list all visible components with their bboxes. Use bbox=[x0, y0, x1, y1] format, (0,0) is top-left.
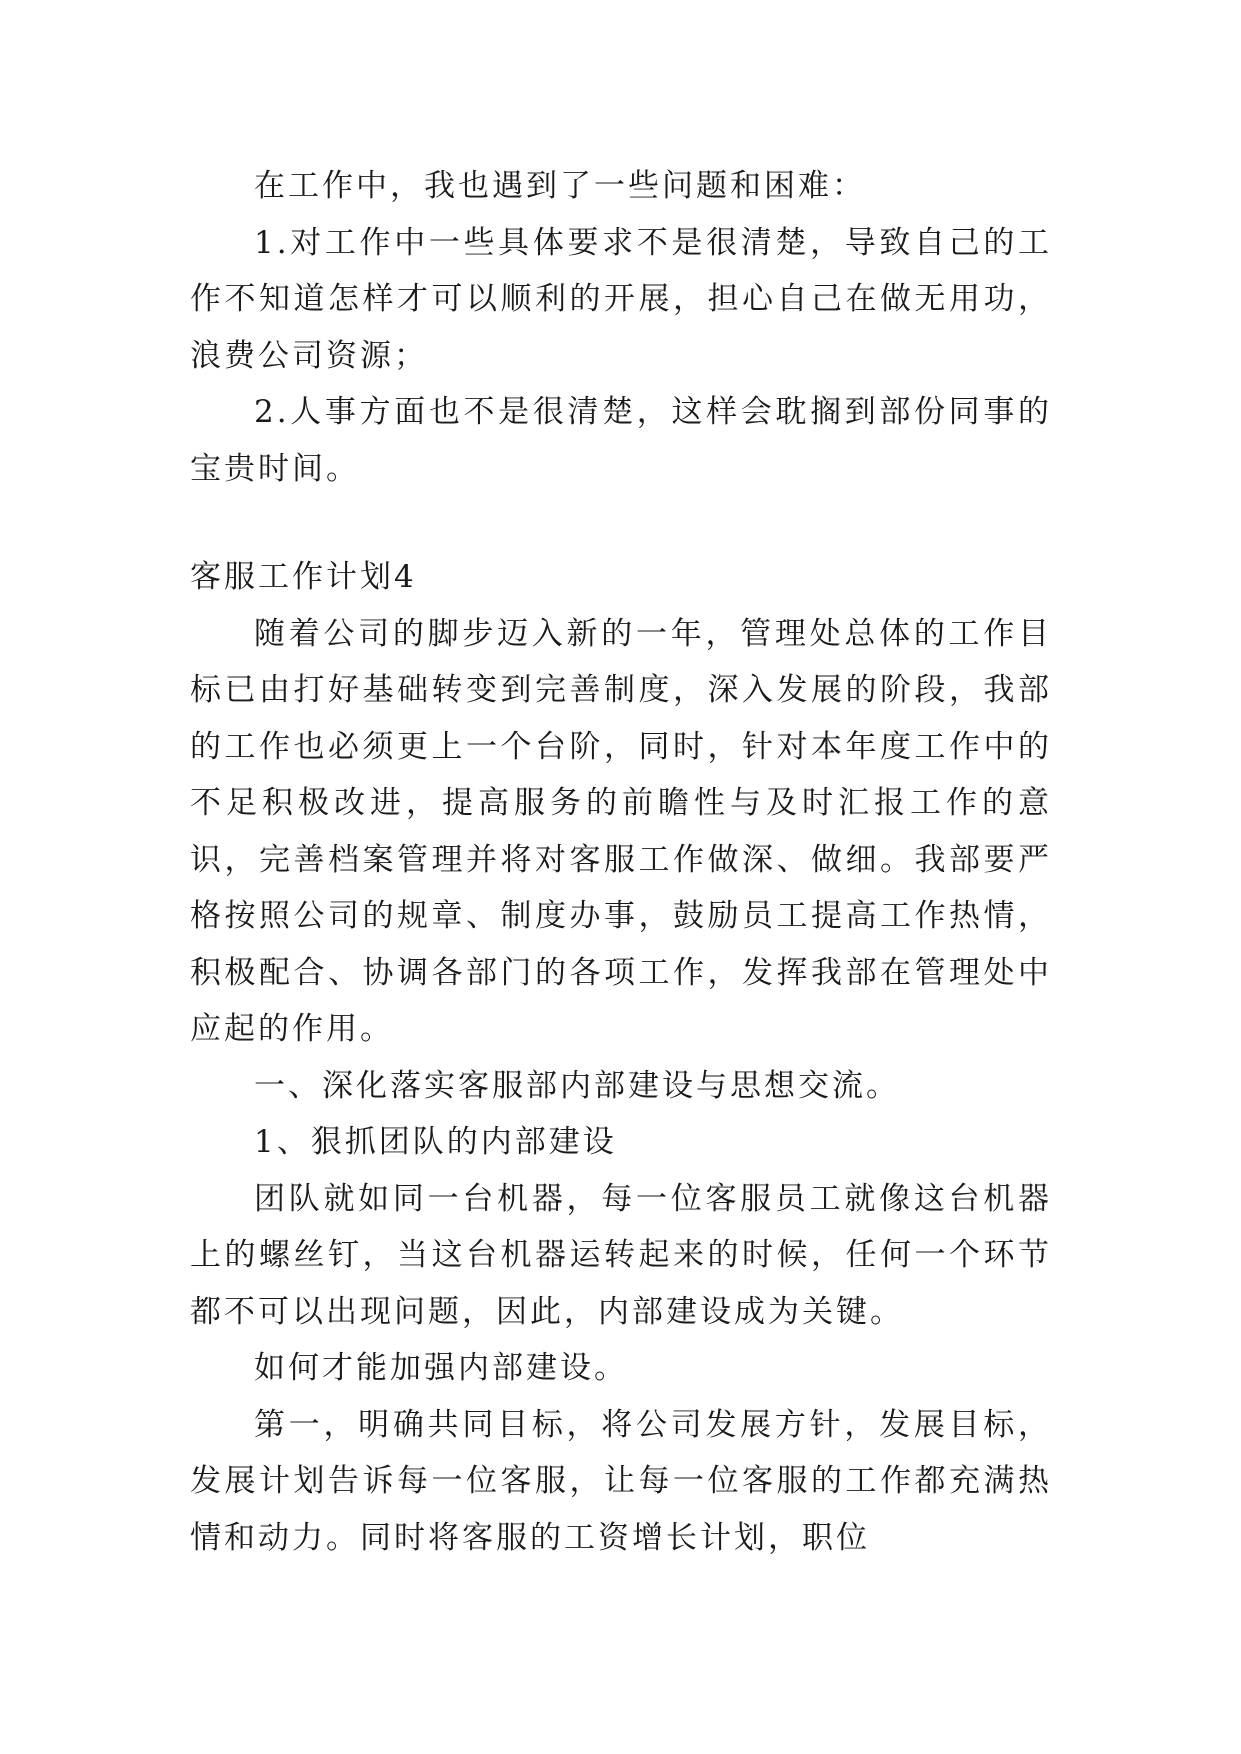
paragraph-subsection-1: 1、狠抓团队的内部建设 bbox=[254, 1124, 617, 1160]
paragraph-how-to: 如何才能加强内部建设。 bbox=[254, 1350, 628, 1386]
paragraph-problems-intro: 在工作中，我也遇到了一些问题和困难： bbox=[254, 168, 866, 204]
paragraph-first: 第一，明确共同目标，将公司发展方针，发展目标，发展计划告诉每一位客服，让每一位客服的工作都充满热情和动力。同时将客服的工资增长计划，职位 bbox=[190, 1406, 1052, 1556]
paragraph-problem-2: 2.人事方面也不是很清楚，这样会耽搁到部份同事的宝贵时间。 bbox=[190, 394, 1052, 487]
paragraph-team-machine: 团队就如同一台机器，每一位客服员工就像这台机器上的螺丝钉，当这台机器运转起来的时候，任何一个环节都不可以出现问题，因此，内部建设成为关键。 bbox=[190, 1180, 1052, 1330]
document-body bbox=[190, 158, 1052, 1566]
paragraph-section-1: 一、深化落实客服部内部建设与思想交流。 bbox=[254, 1067, 900, 1104]
section-heading: 客服工作计划4 bbox=[190, 559, 417, 595]
paragraph-intro: 随着公司的脚步迈入新的一年，管理处总体的工作目标已由打好基础转变到完善制度，深入发展的阶段，我部的工作也必须更上一个台阶，同时，针对本年度工作中的不足积极改进，提高服务的前瞻性与及时汇报工作的意识，完善档案管理并将对客服工作做深、做细。我部要严格按照公司的规章、制度办事，鼓励员工提高工作热情，积极配合、协调各部门的各项工作，发挥我部在管理处中应起的作用。 bbox=[190, 615, 1052, 1047]
paragraph-problem-1: 1.对工作中一些具体要求不是很清楚，导致自己的工作不知道怎样才可以顺利的开展，担心自己在做无用功，浪费公司资源； bbox=[190, 224, 1052, 374]
